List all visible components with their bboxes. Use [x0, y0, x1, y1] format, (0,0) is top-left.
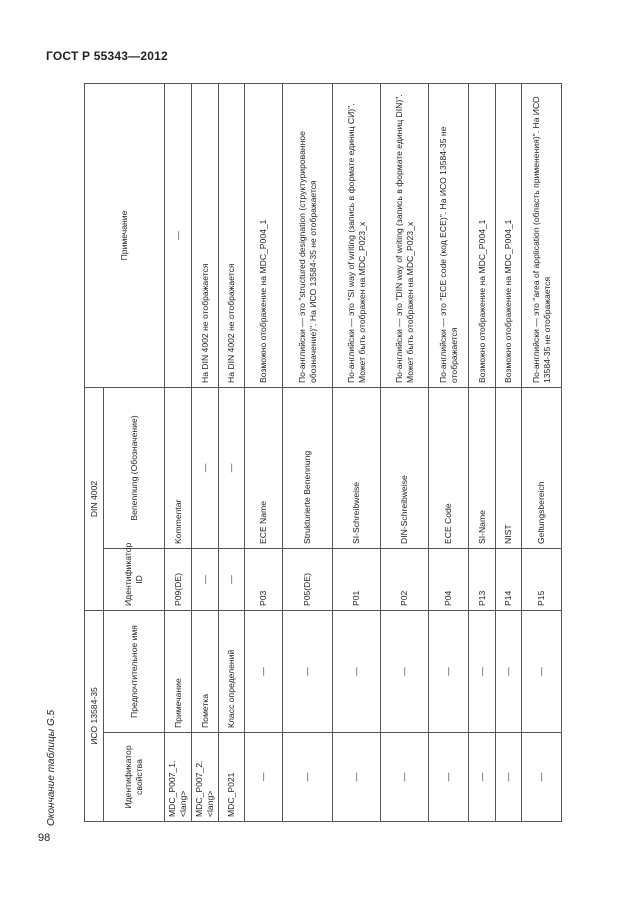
table-row [219, 84, 245, 822]
note-cell: По-английски — это "area of application (область применения)". На ИСО 13584-35 не отображается [522, 84, 562, 388]
pref-name-cell: Примечание [165, 611, 192, 733]
prop-id-cell: — [245, 733, 283, 822]
prop-id-cell: — [381, 733, 429, 822]
note-cell: По-английски — это "SI way of writing (запись в формате единиц СИ)". Может быть отображен на MDC_P023_x [333, 84, 381, 388]
pref-name-cell: Класс определений [219, 611, 245, 733]
note-cell: Возможно отображение на MDC_P004_1 [469, 84, 496, 388]
benennung-header: Benennung (Обозначение) [104, 388, 165, 549]
identifier-cell: P05(DE) [283, 549, 333, 611]
pref-name-cell: — [429, 611, 469, 733]
note-cell: По-английски — это "structured designation (структурированное обозначение)". На ИСО 13584-35 не отображается [283, 84, 333, 388]
identifier-cell: P04 [429, 549, 469, 611]
identifier-cell: P03 [245, 549, 283, 611]
benennung-cell: — [192, 388, 219, 549]
identifier-header: Идентификатор ID [104, 549, 165, 611]
pref-name-cell: — [333, 611, 381, 733]
prop-id-header: Идентификатор свойства [104, 733, 165, 822]
benennung-cell: — [219, 388, 245, 549]
benennung-cell: Geltungsbereich [522, 388, 562, 549]
identifier-cell: P01 [333, 549, 381, 611]
table-row [429, 84, 469, 822]
note-cell: Возможно отображение на MDC_P004_1 [496, 84, 522, 388]
table-row [245, 84, 283, 822]
din-group-header: DIN 4002 [85, 388, 104, 611]
mapping-table [84, 83, 562, 822]
prop-id-cell: MDC_P021 [219, 733, 245, 822]
identifier-cell: P15 [522, 549, 562, 611]
prop-id-cell: MDC_P007_2.<lang> [192, 733, 219, 822]
benennung-cell: ECE Code [429, 388, 469, 549]
prop-id-cell: — [469, 733, 496, 822]
prop-id-cell: — [333, 733, 381, 822]
note-cell: — [165, 84, 192, 388]
benennung-cell: Strukturierte Benennung [283, 388, 333, 549]
table-row [522, 84, 562, 822]
document-header: ГОСТ Р 55343—2012 [46, 49, 168, 63]
identifier-cell: P13 [469, 549, 496, 611]
table-row [333, 84, 381, 822]
identifier-cell: P02 [381, 549, 429, 611]
prop-id-cell: — [522, 733, 562, 822]
note-header: Примечание [85, 84, 165, 388]
table-row [496, 84, 522, 822]
note-cell: Возможно отображение на MDC_P004_1 [245, 84, 283, 388]
rotated-table-frame [84, 84, 602, 822]
note-cell: По-английски — это "DIN way of writing (запись в формате единиц DIN)". Может быть отображен на MDC_P023_x [381, 84, 429, 388]
pref-name-cell: — [381, 611, 429, 733]
note-cell: На DIN 4002 не отображается [192, 84, 219, 388]
prop-id-cell: MDC_P007_1.<lang> [165, 733, 192, 822]
pref-name-cell: — [522, 611, 562, 733]
benennung-cell: SI-Schreibweise [333, 388, 381, 549]
pref-name-cell: — [245, 611, 283, 733]
pref-name-cell: — [496, 611, 522, 733]
benennung-cell: SI-Name [469, 388, 496, 549]
prop-id-cell: — [496, 733, 522, 822]
pref-name-cell: Пометка [192, 611, 219, 733]
prop-id-cell: — [283, 733, 333, 822]
benennung-cell: ECE Name [245, 388, 283, 549]
prop-id-cell: — [429, 733, 469, 822]
iso-group-header: ИСО 13584-35 [85, 611, 104, 822]
identifier-cell: P14 [496, 549, 522, 611]
page-number: 98 [38, 832, 51, 844]
table-row [381, 84, 429, 822]
table-row [192, 84, 219, 822]
pref-name-header: Предпочтительное имя [104, 611, 165, 733]
identifier-cell: — [192, 549, 219, 611]
note-cell: По-английски — это "ECE code (код ECE)". На ИСО 13584-35 не отображается [429, 84, 469, 388]
pref-name-cell: — [469, 611, 496, 733]
identifier-cell: P09(DE) [165, 549, 192, 611]
benennung-cell: Kommentar [165, 388, 192, 549]
note-cell: На DIN 4002 не отображается [219, 84, 245, 388]
table-row [469, 84, 496, 822]
benennung-cell: NIST [496, 388, 522, 549]
benennung-cell: DIN-Schreibweise [381, 388, 429, 549]
table-row [165, 84, 192, 822]
identifier-cell: — [219, 549, 245, 611]
table-caption: Окончание таблицы G.5 [46, 709, 57, 826]
table-row [283, 84, 333, 822]
pref-name-cell: — [283, 611, 333, 733]
